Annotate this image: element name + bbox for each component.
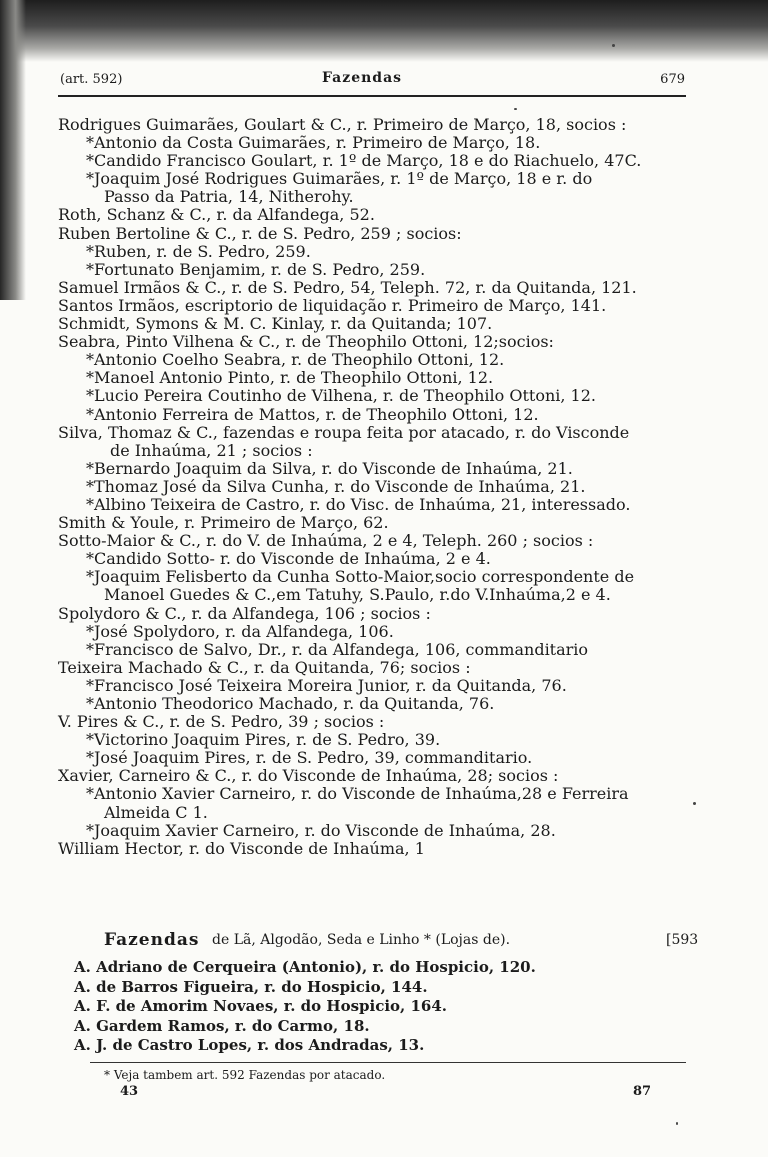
firm-entry: Ruben Bertoline & C., r. de S. Pedro, 259 ; socios:	[58, 223, 462, 243]
ink-speck	[514, 108, 517, 110]
ink-speck	[693, 802, 696, 805]
partner-entry: *Victorino Joaquim Pires, r. de S. Pedro, 39.	[86, 730, 441, 750]
firm-entry: Rodrigues Guimarães, Goulart & C., r. Primeiro de Março, 18, socios :	[58, 115, 627, 134]
firm-entry: Smith & Youle, r. Primeiro de Março, 62.	[58, 513, 389, 533]
signature-mark-left: 43	[120, 1084, 139, 1099]
partner-entry: *Candido Sotto- r. do Visconde de Inhaúma, 2 e 4.	[86, 549, 491, 569]
firm-entry: V. Pires & C., r. de S. Pedro, 39 ; socios :	[58, 712, 385, 732]
partner-entry: *Antonio Coelho Seabra, r. de Theophilo Ottoni, 12.	[86, 350, 505, 370]
ink-speck	[612, 44, 615, 47]
firm-entry: William Hector, r. do Visconde de Inhaúma, 1	[58, 838, 425, 858]
signature-mark-right: 87	[633, 1084, 652, 1099]
section-subtitle: de Lã, Algodão, Seda e Linho * (Lojas de).	[212, 932, 511, 948]
partner-entry: *Joaquim Felisberto da Cunha Sotto-Maior,socio correspondente de	[86, 567, 635, 587]
page-number: 679	[660, 72, 685, 87]
header-rule	[58, 95, 686, 97]
partner-entry: *Francisco de Salvo, Dr., r. da Alfandega, 106, commanditario	[86, 639, 589, 659]
section-heading	[0, 930, 768, 952]
section-title: Fazendas	[104, 930, 200, 950]
section-list	[74, 958, 536, 1056]
shop-entry: A. de Barros Figueira, r. do Hospicio, 144.	[74, 977, 428, 996]
partner-entry: *Francisco José Teixeira Moreira Junior, r. da Quitanda, 76.	[86, 675, 567, 695]
partner-entry: *Joaquim José Rodrigues Guimarães, r. 1º de Março, 18 e r. do	[86, 169, 593, 189]
partner-entry: *Fortunato Benjamim, r. de S. Pedro, 259.	[86, 259, 426, 279]
directory-entries	[0, 116, 768, 858]
page-title: Fazendas	[322, 70, 403, 86]
partner-entry: *José Joaquim Pires, r. de S. Pedro, 39, commanditario.	[86, 748, 533, 768]
partner-entry: *Bernardo Joaquim da Silva, r. do Visconde de Inhaúma, 21.	[86, 458, 573, 478]
partner-entry: *Antonio Ferreira de Mattos, r. de Theophilo Ottoni, 12.	[86, 404, 539, 424]
running-header	[60, 70, 685, 92]
shop-entry: A. Gardem Ramos, r. do Carmo, 18.	[74, 1016, 370, 1035]
partner-entry: *Manoel Antonio Pinto, r. de Theophilo Ottoni, 12.	[86, 368, 494, 388]
shop-entry: A. Adriano de Cerqueira (Antonio), r. do Hospicio, 120.	[74, 958, 536, 976]
firm-entry: Samuel Irmãos & C., r. de S. Pedro, 54, Teleph. 72, r. da Quitanda, 121.	[58, 277, 637, 297]
entry-continuation: Passo da Patria, 14, Nitherohy.	[104, 187, 354, 207]
header-article-ref: (art. 592)	[60, 72, 123, 87]
firm-entry: Silva, Thomaz & C., fazendas e roupa feita por atacado, r. do Visconde	[58, 422, 630, 442]
partner-entry: *Lucio Pereira Coutinho de Vilhena, r. de Theophilo Ottoni, 12.	[86, 386, 596, 406]
footnote-rule	[90, 1062, 686, 1063]
firm-entry: Xavier, Carneiro & C., r. do Visconde de Inhaúma, 28; socios :	[58, 766, 559, 786]
section-lojas	[0, 930, 768, 1055]
firm-entry: Roth, Schanz & C., r. da Alfandega, 52.	[58, 205, 375, 225]
partner-entry: *Antonio da Costa Guimarães, r. Primeiro de Março, 18.	[86, 133, 541, 153]
entry-continuation: Almeida C 1.	[104, 802, 208, 822]
partner-entry: *Antonio Xavier Carneiro, r. do Visconde de Inhaúma,28 e Ferreira	[86, 784, 629, 804]
firm-entry: Spolydoro & C., r. da Alfandega, 106 ; socios :	[58, 603, 431, 623]
shop-entry: A. J. de Castro Lopes, r. dos Andradas, 13.	[74, 1036, 425, 1055]
ink-speck	[676, 1122, 678, 1125]
partner-entry: *Ruben, r. de S. Pedro, 259.	[86, 241, 311, 261]
shop-entry: A. F. de Amorim Novaes, r. do Hospicio, 164.	[74, 997, 448, 1016]
partner-entry: *Albino Teixeira de Castro, r. do Visc. de Inhaúma, 21, interessado.	[86, 494, 631, 514]
partner-entry: *José Spolydoro, r. da Alfandega, 106.	[86, 621, 394, 641]
entry-continuation: de Inhaúma, 21 ; socios :	[110, 440, 313, 460]
firm-entry: Teixeira Machado & C., r. da Quitanda, 76; socios :	[58, 657, 471, 677]
partner-entry: *Candido Francisco Goulart, r. 1º de Março, 18 e do Riachuelo, 47C.	[86, 151, 642, 171]
footnote: * Veja tambem art. 592 Fazendas por atacado.	[104, 1068, 386, 1082]
firm-entry: Schmidt, Symons & M. C. Kinlay, r. da Quitanda; 107.	[58, 314, 493, 334]
section-number: [593	[666, 932, 699, 948]
partner-entry: *Thomaz José da Silva Cunha, r. do Visconde de Inhaúma, 21.	[86, 476, 586, 496]
partner-entry: *Joaquim Xavier Carneiro, r. do Visconde de Inhaúma, 28.	[86, 820, 556, 840]
scan-shadow-top	[0, 0, 768, 62]
firm-entry: Seabra, Pinto Vilhena & C., r. de Theophilo Ottoni, 12;socios:	[58, 332, 554, 352]
firm-entry: Sotto-Maior & C., r. do V. de Inhaúma, 2 e 4, Teleph. 260 ; socios :	[58, 531, 594, 551]
firm-entry: Santos Irmãos, escriptorio de liquidação r. Primeiro de Março, 141.	[58, 295, 607, 315]
partner-entry: *Antonio Theodorico Machado, r. da Quitanda, 76.	[86, 694, 495, 713]
entry-continuation: Manoel Guedes & C.,em Tatuhy, S.Paulo, r.do V.Inhaúma,2 e 4.	[104, 585, 611, 605]
